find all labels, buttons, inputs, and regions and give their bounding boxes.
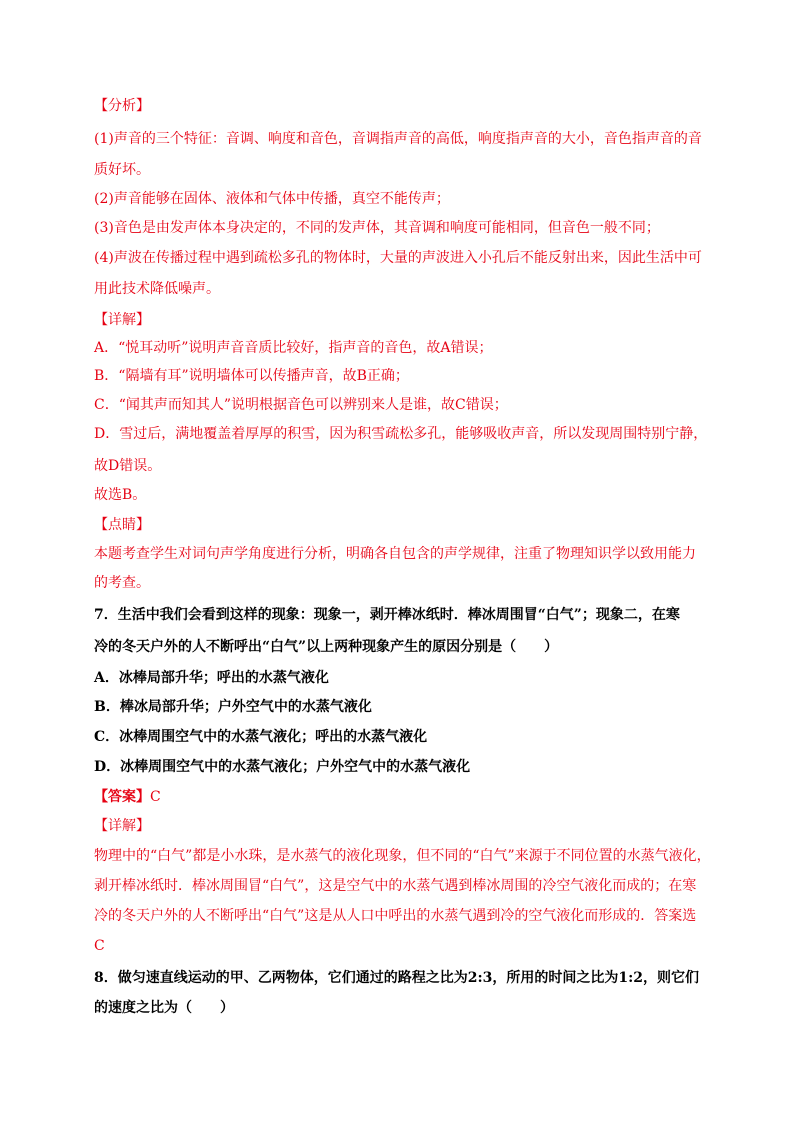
detail-heading: 【详解】 [94,312,150,328]
comment-heading: 【点睛】 [94,517,150,533]
detail-line: 冷的冬天户外的人不断呼出“白气”这是从人口中呼出的水蒸气遇到冷的空气液化而形成的．答案选 [94,908,697,924]
detail-line: 剥开棒冰纸时．棒冰周围冒“白气”，这是空气中的水蒸气遇到棒冰周围的冷空气液化而成的；在寒 [94,878,697,894]
comment-line: 本题考查学生对词句声学角度进行分析，明确各自包含的声学规律，注重了物理知识学以致用能力 [94,546,696,562]
question8-stem: 的速度之比为（ ） [94,1000,234,1016]
detail-heading: 【详解】 [94,818,150,834]
detail-line: 故D错误。 [94,458,162,474]
analysis-line: 质好坏。 [94,162,150,178]
detail-line: C．“闻其声而知其人”说明根据音色可以辨别来人是谁，故C错误； [94,397,508,413]
answer-line [94,787,161,807]
detail-line: 物理中的“白气”都是小水珠，是水蒸气的液化现象，但不同的“白气”来源于不同位置的水蒸气液化， [94,848,711,864]
question7-option-d: D．冰棒周围空气中的水蒸气液化；户外空气中的水蒸气液化 [94,759,471,775]
analysis-line: (1)声音的三个特征：音调、响度和音色，音调指声音的高低，响度指声音的大小，音色指声音的音 [94,131,702,147]
analysis-line: (2)声音能够在固体、液体和气体中传播，真空不能传声； [94,191,450,207]
comment-line: 的考查。 [94,575,150,591]
detail-line: C [94,938,105,954]
question7-stem: 7．生活中我们会看到这样的现象：现象一，剥开棒冰纸时．棒冰周围冒“白气”；现象二，在寒 [94,607,680,623]
analysis-heading: 【分析】 [94,98,150,114]
detail-line: A．“悦耳动听”说明声音音质比较好，指声音的音色，故A错误； [94,340,493,356]
question7-stem: 冷的冬天户外的人不断呼出“白气”以上两种现象产生的原因分别是（ ） [94,639,559,655]
detail-line: D．雪过后，满地覆盖着厚厚的积雪，因为积雪疏松多孔，能够吸收声音，所以发现周围特别宁静， [94,426,708,442]
question7-option-b: B．棒冰局部升华；户外空气中的水蒸气液化 [94,699,372,715]
answer-label: 【答案】 [94,789,150,805]
detail-line: B．“隔墙有耳”说明墙体可以传播声音，故B正确； [94,368,409,384]
question7-option-a: A．冰棒局部升华；呼出的水蒸气液化 [94,670,329,686]
answer-value: C [150,789,161,805]
analysis-line: 用此技术降低噪声。 [94,281,220,297]
question8-stem: 8．做匀速直线运动的甲、乙两物体，它们通过的路程之比为2:3，所用的时间之比为1:2，则它们 [94,970,700,986]
question7-option-c: C．冰棒周围空气中的水蒸气液化；呼出的水蒸气液化 [94,729,428,745]
analysis-line: (3)音色是由发声体本身决定的，不同的发声体，其音调和响度可能相同，但音色一般不同； [94,220,660,236]
choice-line: 故选B。 [94,487,147,503]
analysis-line: (4)声波在传播过程中遇到疏松多孔的物体时，大量的声波进入小孔后不能反射出来，因此生活中可 [94,250,702,266]
